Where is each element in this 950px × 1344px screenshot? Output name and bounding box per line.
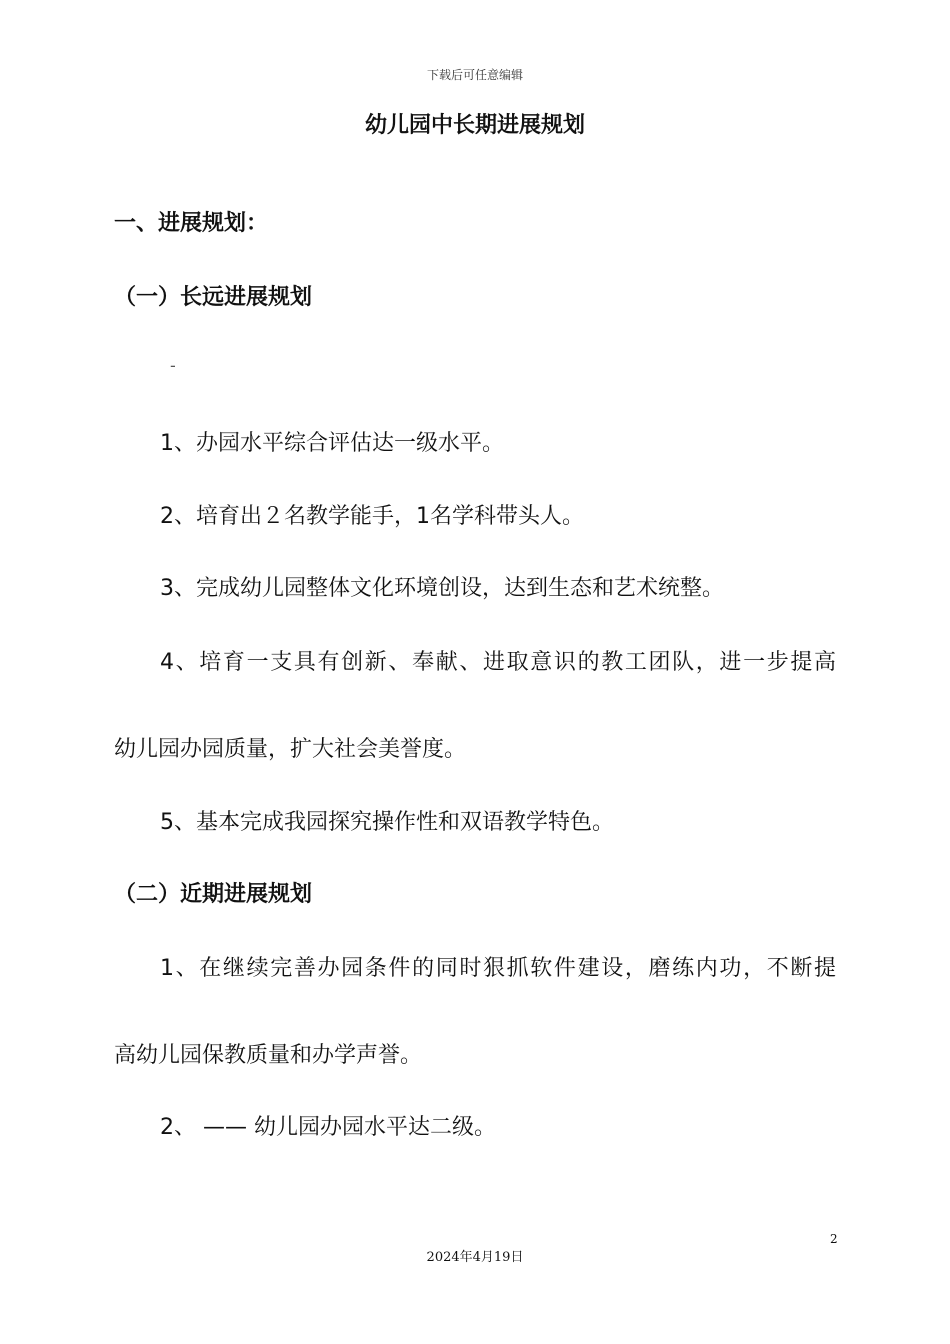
dash-mark: - [170,356,176,375]
document-title: 幼儿园中长期进展规划 [364,113,585,138]
section-heading-development-plan: 一、进展规划： [114,211,269,236]
near-term-item-1-continued: 高幼儿园保教质量和办学声誉。 [114,1043,423,1068]
long-term-item-3: 3、完成幼儿园整体文化环境创设，达到生态和艺术统整。 [160,576,724,601]
subsection-heading-near-term: （二）近期进展规划 [114,882,313,907]
footer-date: 2024年4月19日 [426,1250,524,1265]
long-term-item-5: 5、基本完成我园探究操作性和双语教学特色。 [160,810,614,835]
near-term-item-1: 1、在继续完善办园条件的同时狠抓软件建设，磨练内功，不断提 [160,956,836,981]
near-term-item-2: 2、 —— 幼儿园办园水平达二级。 [160,1115,496,1140]
long-term-item-1: 1、办园水平综合评估达一级水平。 [160,431,504,456]
long-term-item-2: 2、培育出２名教学能手，1名学科带头人。 [160,504,584,529]
long-term-item-4: 4、培育一支具有创新、奉献、进取意识的教工团队，进一步提高 [160,650,836,675]
header-note: 下载后可任意编辑 [426,68,523,82]
subsection-heading-long-term: （一）长远进展规划 [114,285,313,310]
page-number: 2 [830,1232,838,1246]
long-term-item-4-continued: 幼儿园办园质量，扩大社会美誉度。 [114,737,467,762]
